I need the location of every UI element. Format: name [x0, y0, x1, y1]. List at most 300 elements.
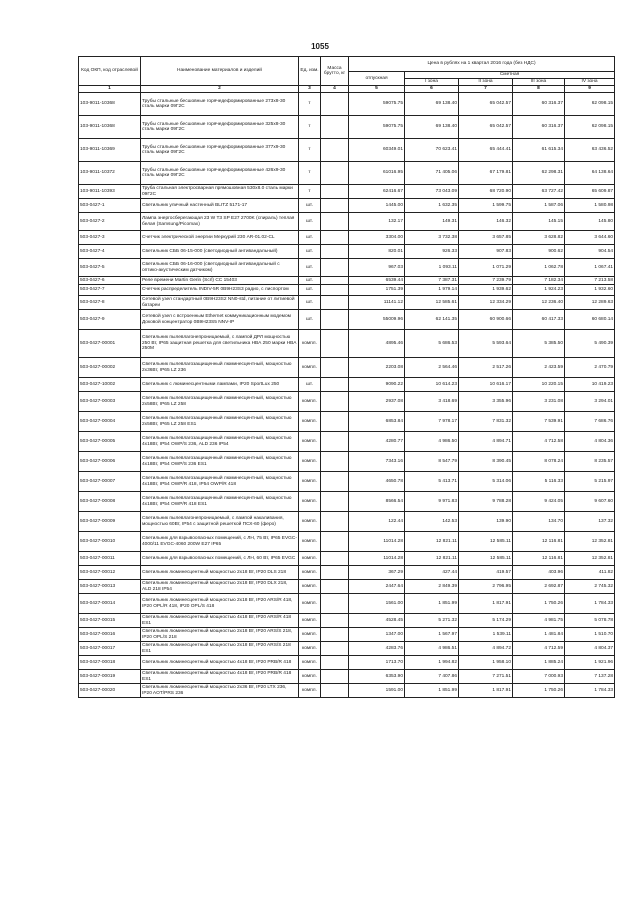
page-number: 1055	[311, 42, 329, 51]
row-unit: шт.	[299, 285, 321, 296]
row-zone4-price: 1 067.41	[565, 259, 615, 277]
table-row	[79, 392, 615, 412]
column-number: 6	[405, 86, 459, 93]
row-zone1-price: 1 979.14	[405, 285, 459, 296]
row-zone3-price: 60 316.37	[513, 93, 565, 116]
table-row	[79, 116, 615, 139]
row-release-price: 3304.00	[349, 231, 405, 245]
row-unit: шт.	[299, 296, 321, 310]
row-zone4-price: 4 804.36	[565, 432, 615, 452]
row-zone2-price: 65 042.57	[459, 116, 513, 139]
row-name: Светильник люминесцентный мощностью 2х18 Вт, IP20 DLS 218	[141, 566, 299, 580]
row-release-price: 1347.00	[349, 628, 405, 642]
row-mass	[321, 656, 349, 670]
row-unit: компл.	[299, 670, 321, 684]
row-zone4-price: 4 804.37	[565, 642, 615, 656]
column-number: 1	[79, 86, 141, 93]
table-row	[79, 412, 615, 432]
row-code: 503-0427-5	[79, 259, 141, 277]
row-code: 503-0427-00011	[79, 552, 141, 566]
row-release-price: 59075.75	[349, 116, 405, 139]
table-row	[79, 277, 615, 285]
row-zone1-price: 4 986.51	[405, 642, 459, 656]
row-name: Сетевой узел стандартный 0B9H23S2 NN0-std, питание от литиевой батареи	[141, 296, 299, 310]
row-mass	[321, 642, 349, 656]
table-row	[79, 330, 615, 358]
row-unit: шт.	[299, 213, 321, 231]
row-zone4-price: 1 784.33	[565, 594, 615, 614]
row-mass	[321, 213, 349, 231]
row-zone2-price: 68 720.90	[459, 185, 513, 199]
row-zone1-price: 1 851.99	[405, 684, 459, 698]
row-zone2-price: 10 616.17	[459, 378, 513, 392]
row-zone4-price: 12 352.81	[565, 532, 615, 552]
row-code: 103-9011-10368	[79, 93, 141, 116]
row-name: Светильник пылевлагонепроницаемый, с лампой ДРЛ мощностью 250 Вт, IP65 защитная решетка для светильника НВА 250 марки НВА 250М	[141, 330, 299, 358]
row-mass	[321, 392, 349, 412]
row-zone1-price: 3 732.38	[405, 231, 459, 245]
row-mass	[321, 285, 349, 296]
row-mass	[321, 310, 349, 330]
row-zone3-price: 3 231.08	[513, 392, 565, 412]
row-release-price: 61016.95	[349, 162, 405, 185]
row-release-price: 62416.67	[349, 185, 405, 199]
row-release-price: 1445.00	[349, 199, 405, 213]
table-row	[79, 285, 615, 296]
row-release-price: 59075.75	[349, 93, 405, 116]
row-mass	[321, 93, 349, 116]
row-mass	[321, 472, 349, 492]
row-unit: компл.	[299, 580, 321, 594]
row-zone1-price: 69 138.40	[405, 116, 459, 139]
row-unit: компл.	[299, 412, 321, 432]
row-zone3-price: 1 750.26	[513, 684, 565, 698]
row-unit: шт.	[299, 259, 321, 277]
table-row	[79, 231, 615, 245]
row-name: Светильник пылевлагозащищенный люминесцентный, мощностью 4х18Вт, IP54 OWP/S 236 ES1	[141, 452, 299, 472]
row-code: 503-0427-00004	[79, 412, 141, 432]
row-zone3-price: 4 981.75	[513, 614, 565, 628]
row-zone4-price: 7 213.58	[565, 277, 615, 285]
row-mass	[321, 684, 349, 698]
row-code: 503-0427-00010	[79, 532, 141, 552]
column-number: 3	[299, 86, 321, 93]
header-release: отпускная	[349, 72, 405, 86]
row-zone4-price: 1 921.96	[565, 656, 615, 670]
row-release-price: 820.01	[349, 245, 405, 259]
row-code: 503-0427-00015	[79, 614, 141, 628]
row-code: 503-0427-00014	[79, 594, 141, 614]
row-code: 503-0427-00006	[79, 452, 141, 472]
row-name: Лампа энергосберегающая 23 W T3 SP E27 2700K (спираль) теплая белая (Samsung/Picomax)	[141, 213, 299, 231]
row-unit: компл.	[299, 552, 321, 566]
row-zone4-price: 137.32	[565, 512, 615, 532]
table-row	[79, 642, 615, 656]
table-row	[79, 93, 615, 116]
row-zone3-price: 1 924.23	[513, 285, 565, 296]
header-mass: Масса брутто, кг	[321, 57, 349, 86]
row-zone1-price: 12 821.11	[405, 552, 459, 566]
row-release-price: 4650.78	[349, 472, 405, 492]
row-zone2-price: 4 894.72	[459, 642, 513, 656]
table-row	[79, 185, 615, 199]
row-zone2-price: 146.32	[459, 213, 513, 231]
row-zone4-price: 7 686.76	[565, 412, 615, 432]
row-zone2-price: 3 657.85	[459, 231, 513, 245]
row-zone1-price: 1 851.99	[405, 594, 459, 614]
row-code: 503-0427-00018	[79, 656, 141, 670]
row-zone4-price: 411.82	[565, 566, 615, 580]
row-name: Светильник люминесцентный мощностью 2х18 Вт, IP20 DLX 218, ALD 218 IP54	[141, 580, 299, 594]
row-zone1-price: 5 686.53	[405, 330, 459, 358]
row-release-price: 60349.01	[349, 139, 405, 162]
row-release-price: 132.17	[349, 213, 405, 231]
row-mass	[321, 378, 349, 392]
row-unit: компл.	[299, 628, 321, 642]
row-unit: компл.	[299, 358, 321, 378]
row-mass	[321, 566, 349, 580]
row-zone1-price: 4 986.50	[405, 432, 459, 452]
row-zone2-price: 5 593.64	[459, 330, 513, 358]
row-code: 503-0427-6	[79, 277, 141, 285]
row-zone4-price: 8 235.57	[565, 452, 615, 472]
row-zone2-price: 1 539.11	[459, 628, 513, 642]
row-zone3-price: 60 316.37	[513, 116, 565, 139]
row-zone1-price: 69 138.40	[405, 93, 459, 116]
row-zone2-price: 4 894.71	[459, 432, 513, 452]
row-code: 503-0427-00009	[79, 512, 141, 532]
row-unit: компл.	[299, 492, 321, 512]
row-name: Светильник СББ 06-15-000 (светодиодный антивандальный)	[141, 245, 299, 259]
row-zone4-price: 3 294.01	[565, 392, 615, 412]
row-zone4-price: 5 215.97	[565, 472, 615, 492]
row-release-price: 1591.00	[349, 684, 405, 698]
row-zone2-price: 12 585.11	[459, 532, 513, 552]
row-release-price: 1713.70	[349, 656, 405, 670]
row-code: 503-0427-10002	[79, 378, 141, 392]
row-release-price: 122.44	[349, 512, 405, 532]
header-estimate: Сметная	[405, 72, 615, 79]
row-release-price: 367.29	[349, 566, 405, 580]
row-zone4-price: 62 098.15	[565, 93, 615, 116]
row-zone1-price: 12 821.11	[405, 532, 459, 552]
row-zone4-price: 5 490.39	[565, 330, 615, 358]
row-release-price: 55009.96	[349, 310, 405, 330]
row-zone3-price: 7 182.34	[513, 277, 565, 285]
row-release-price: 2447.64	[349, 580, 405, 594]
row-zone3-price: 12 236.40	[513, 296, 565, 310]
row-unit: компл.	[299, 642, 321, 656]
table-row	[79, 566, 615, 580]
header-unit: Ед. изм.	[299, 57, 321, 86]
row-mass	[321, 452, 349, 472]
row-mass	[321, 139, 349, 162]
row-release-price: 11014.28	[349, 532, 405, 552]
row-zone2-price: 907.83	[459, 245, 513, 259]
table-row	[79, 139, 615, 162]
row-zone4-price: 1 932.60	[565, 285, 615, 296]
table-row	[79, 670, 615, 684]
row-name: Сетевой узел с встроенным Ethernet коммуникационным модемом Доковой концентратор 0B9H23S5 NNV-IP	[141, 310, 299, 330]
row-code: 503-0427-9	[79, 310, 141, 330]
table-row	[79, 452, 615, 472]
row-unit: компл.	[299, 614, 321, 628]
table-row	[79, 432, 615, 452]
row-mass	[321, 296, 349, 310]
row-zone2-price: 12 585.11	[459, 552, 513, 566]
row-zone1-price: 8 547.79	[405, 452, 459, 472]
row-mass	[321, 512, 349, 532]
row-zone4-price: 60 680.14	[565, 310, 615, 330]
table-row	[79, 594, 615, 614]
row-code: 503-0427-00008	[79, 492, 141, 512]
row-unit: т	[299, 162, 321, 185]
row-zone1-price: 73 043.09	[405, 185, 459, 199]
row-mass	[321, 594, 349, 614]
row-release-price: 6853.84	[349, 412, 405, 432]
row-name: Светильник для взрывоопасных помещений, с ЛН, 75 Вт, IP65 EVGC-4000/11 EVGC-4060 200W E27 IP65	[141, 532, 299, 552]
row-release-price: 8566.54	[349, 492, 405, 512]
row-zone3-price: 4 712.58	[513, 432, 565, 452]
row-unit: шт.	[299, 378, 321, 392]
row-zone2-price: 3 355.96	[459, 392, 513, 412]
row-zone3-price: 1 885.24	[513, 656, 565, 670]
table-row	[79, 472, 615, 492]
row-zone1-price: 2 849.39	[405, 580, 459, 594]
row-zone4-price: 62 098.15	[565, 116, 615, 139]
row-code: 503-0427-00002	[79, 358, 141, 378]
row-zone3-price: 1 062.78	[513, 259, 565, 277]
column-number: 5	[349, 86, 405, 93]
column-number: 9	[565, 86, 615, 93]
row-name: Светильник с люминесцентными лампами, IP20 SportLux 250	[141, 378, 299, 392]
header-zone4: IV зона	[565, 79, 615, 86]
row-release-price: 6539.44	[349, 277, 405, 285]
row-unit: шт.	[299, 245, 321, 259]
row-name: Светильник пылевлагозащищенный люминесцентный, мощностью 4х18Вт, IP54 OWP/S 236, ALD 236 IP54	[141, 432, 299, 452]
row-code: 503-0427-4	[79, 245, 141, 259]
row-name: Счетчик распределитель INDIV-5R 0B9H23S3 радио, с лиспортом	[141, 285, 299, 296]
row-mass	[321, 116, 349, 139]
table-row	[79, 684, 615, 698]
row-code: 103-9011-10372	[79, 162, 141, 185]
row-zone4-price: 2 470.79	[565, 358, 615, 378]
row-code: 503-0427-7	[79, 285, 141, 296]
row-zone2-price: 5 174.29	[459, 614, 513, 628]
row-zone1-price: 71 405.06	[405, 162, 459, 185]
table-row	[79, 358, 615, 378]
row-name: Светильник пылевлагозащищенный люминесцентный, мощностью 4х18Вт, IP54 OWP/R 418, IP54 OWP/R 418	[141, 472, 299, 492]
row-unit: компл.	[299, 594, 321, 614]
row-release-price: 4895.46	[349, 330, 405, 358]
row-name: Трубы стальные бесшовные горячедеформированные 273х8-30 сталь марки 09Г2С	[141, 93, 299, 116]
row-zone4-price: 12 289.63	[565, 296, 615, 310]
row-mass	[321, 231, 349, 245]
row-code: 503-0427-00013	[79, 580, 141, 594]
header-name: Наименование материалов и изделий	[141, 57, 299, 86]
row-unit: компл.	[299, 512, 321, 532]
row-name: Трубы стальные бесшовные горячедеформированные 377х9-30 сталь марки 09Г2С	[141, 139, 299, 162]
row-zone2-price: 65 444.41	[459, 139, 513, 162]
row-zone2-price: 1 939.62	[459, 285, 513, 296]
row-name: Светильник пылевлагозащищенный люминесцентный, мощностью 2х36Вт, IP65 LZ 236	[141, 358, 299, 378]
table-row	[79, 199, 615, 213]
row-release-price: 2203.08	[349, 358, 405, 378]
row-code: 503-0427-00016	[79, 628, 141, 642]
row-zone3-price: 2 692.87	[513, 580, 565, 594]
row-code: 103-9011-10368	[79, 116, 141, 139]
row-zone4-price: 10 419.23	[565, 378, 615, 392]
row-zone4-price: 3 644.60	[565, 231, 615, 245]
row-zone1-price: 3 418.69	[405, 392, 459, 412]
row-name: Светильник пылевлагонепроницаемый, с лампой накаливания, мощностью 60Вт, IP54 с защитной решеткой ПСХ-60 (феро)	[141, 512, 299, 532]
row-name: Светильник пылевлагозащищенный люминесцентный, мощностью 4х18Вт, IP54 OWP/R 418 ES1	[141, 492, 299, 512]
row-zone3-price: 145.15	[513, 213, 565, 231]
row-unit: компл.	[299, 330, 321, 358]
table-row	[79, 162, 615, 185]
row-zone3-price: 9 424.05	[513, 492, 565, 512]
row-mass	[321, 412, 349, 432]
row-name: Светильник люминесцентный мощностью 2х18 Вт, IP20 ARS/S 218, IP20 OPL/S 218	[141, 628, 299, 642]
row-name: Светильник уличный настенный BLITZ 5171-17	[141, 199, 299, 213]
row-zone3-price: 5 385.50	[513, 330, 565, 358]
row-zone3-price: 7 539.91	[513, 412, 565, 432]
row-mass	[321, 185, 349, 199]
row-release-price: 4280.77	[349, 432, 405, 452]
row-mass	[321, 330, 349, 358]
row-release-price: 7343.16	[349, 452, 405, 472]
row-name: Светильник СББ 06-16-000 (светодиодный антивандальный с оптико-акустическим датчиком)	[141, 259, 299, 277]
header-zone3: III зона	[513, 79, 565, 86]
row-zone3-price: 900.62	[513, 245, 565, 259]
row-name: Светильник пылевлагозащищенный люминесцентный, мощностью 2х58Вт, IP65 LZ 258	[141, 392, 299, 412]
row-name: Светильник люминесцентный мощностью 4х18 Вт, IP20 ARS/R 418 ES1	[141, 614, 299, 628]
row-name: Светильник люминесцентный мощностью 2х18 Вт, IP20 ARS/S 218 ES1	[141, 642, 299, 656]
row-unit: т	[299, 139, 321, 162]
row-name: Светильник люминесцентный мощностью 4х18 Вт, IP20 PRB/R 418	[141, 656, 299, 670]
row-unit: компл.	[299, 432, 321, 452]
row-name: Реле времени Martin Gerin (Scrl) CC 15403	[141, 277, 299, 285]
row-zone3-price: 61 615.34	[513, 139, 565, 162]
row-zone4-price: 7 137.28	[565, 670, 615, 684]
row-name: Светильник люминесцентный мощностью 4х18 Вт, IP20 PRB/R 418 ES1	[141, 670, 299, 684]
row-code: 503-0427-00012	[79, 566, 141, 580]
header-zone1: I зона	[405, 79, 459, 86]
row-code: 503-0427-2	[79, 213, 141, 231]
row-code: 503-0427-00020	[79, 684, 141, 698]
row-name: Светильник для взрывоопасных помещений, с ЛН, 60 Вт, IP65 EVGC	[141, 552, 299, 566]
row-zone4-price: 1 784.33	[565, 684, 615, 698]
row-code: 503-0427-00019	[79, 670, 141, 684]
row-zone3-price: 60 417.33	[513, 310, 565, 330]
row-zone1-price: 1 994.82	[405, 656, 459, 670]
row-release-price: 9090.22	[349, 378, 405, 392]
column-number-row	[79, 86, 615, 93]
row-zone4-price: 145.80	[565, 213, 615, 231]
row-zone4-price: 1 580.98	[565, 199, 615, 213]
row-mass	[321, 199, 349, 213]
table-row	[79, 259, 615, 277]
row-name: Светильник пылевлагозащищенный люминесцентный, мощностью 2х58Вт, IP65 LZ 258 ES1	[141, 412, 299, 432]
row-zone2-price: 8 390.45	[459, 452, 513, 472]
row-unit: компл.	[299, 684, 321, 698]
column-number: 8	[513, 86, 565, 93]
table-row	[79, 296, 615, 310]
row-code: 503-0427-8	[79, 296, 141, 310]
row-zone1-price: 12 585.61	[405, 296, 459, 310]
row-zone3-price: 3 628.82	[513, 231, 565, 245]
row-zone2-price: 67 179.81	[459, 162, 513, 185]
row-zone3-price: 5 116.33	[513, 472, 565, 492]
row-name: Труба стальная электросварная прямошовная 530х8.0 сталь марки 09Г2С	[141, 185, 299, 199]
row-zone4-price: 5 078.78	[565, 614, 615, 628]
row-mass	[321, 628, 349, 642]
row-mass	[321, 259, 349, 277]
row-zone2-price: 5 314.06	[459, 472, 513, 492]
price-table	[78, 56, 615, 698]
table-row	[79, 512, 615, 532]
row-zone4-price: 9 607.60	[565, 492, 615, 512]
row-zone1-price: 1 093.11	[405, 259, 459, 277]
row-zone4-price: 65 609.87	[565, 185, 615, 199]
row-mass	[321, 552, 349, 566]
row-code: 503-0427-00001	[79, 330, 141, 358]
row-zone3-price: 1 587.06	[513, 199, 565, 213]
header-price-group: Цена в рублях на 1 квартал 2016 года (без НДС)	[349, 57, 615, 72]
table-body	[79, 93, 615, 698]
row-zone1-price: 10 614.23	[405, 378, 459, 392]
row-mass	[321, 670, 349, 684]
row-unit: компл.	[299, 566, 321, 580]
header-zone2: II зона	[459, 79, 513, 86]
row-release-price: 11141.12	[349, 296, 405, 310]
row-mass	[321, 245, 349, 259]
row-release-price: 967.03	[349, 259, 405, 277]
row-zone2-price: 7 831.32	[459, 412, 513, 432]
row-zone2-price: 2 796.95	[459, 580, 513, 594]
row-unit: т	[299, 185, 321, 199]
row-unit: шт.	[299, 231, 321, 245]
table-row	[79, 378, 615, 392]
row-zone3-price: 2 423.59	[513, 358, 565, 378]
row-unit: шт.	[299, 277, 321, 285]
table-row	[79, 656, 615, 670]
row-mass	[321, 277, 349, 285]
row-zone3-price: 12 116.81	[513, 532, 565, 552]
row-zone3-price: 1 750.26	[513, 594, 565, 614]
column-number: 7	[459, 86, 513, 93]
row-zone3-price: 4 712.59	[513, 642, 565, 656]
row-zone1-price: 427.44	[405, 566, 459, 580]
row-code: 503-0427-00003	[79, 392, 141, 412]
row-release-price: 1751.39	[349, 285, 405, 296]
row-zone1-price: 7 387.31	[405, 277, 459, 285]
row-code: 103-9011-10369	[79, 139, 141, 162]
row-zone3-price: 8 078.24	[513, 452, 565, 472]
row-zone3-price: 1 481.84	[513, 628, 565, 642]
table-row	[79, 614, 615, 628]
row-zone1-price: 62 141.35	[405, 310, 459, 330]
row-name: Трубы стальные бесшовные горячедеформированные 325х8-30 сталь марки 09Г2С	[141, 116, 299, 139]
row-unit: компл.	[299, 532, 321, 552]
row-release-price: 11014.28	[349, 552, 405, 566]
row-mass	[321, 432, 349, 452]
row-zone3-price: 12 116.81	[513, 552, 565, 566]
column-number: 4	[321, 86, 349, 93]
row-zone1-price: 5 271.32	[405, 614, 459, 628]
row-zone2-price: 12 334.29	[459, 296, 513, 310]
row-unit: компл.	[299, 472, 321, 492]
